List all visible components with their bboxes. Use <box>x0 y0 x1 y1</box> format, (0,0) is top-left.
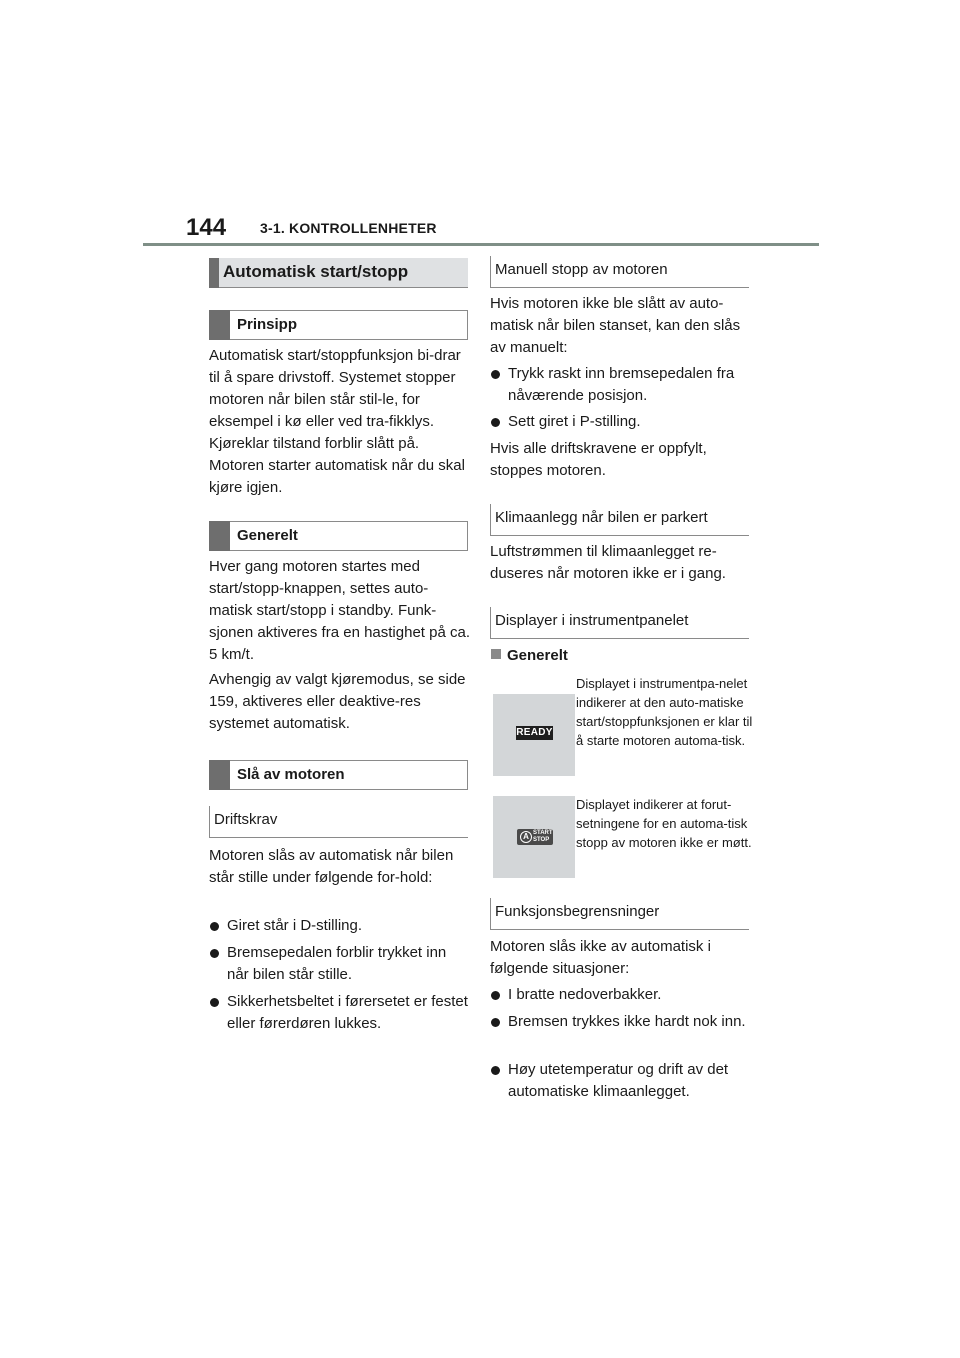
subheading-general <box>209 521 468 551</box>
subheading-manual-stop <box>490 256 749 288</box>
bullet-icon <box>491 991 500 1000</box>
subheading-text: Funksjonsbegrensninger <box>495 903 660 920</box>
bullet-icon <box>491 370 500 379</box>
list-item <box>490 984 752 1006</box>
manual-stop-text-2: Hvis alle driftskravene er oppfylt, stoppes motoren. <box>490 440 707 479</box>
subheading-engine-off <box>209 760 468 790</box>
principle-text: Automatisk start/stoppfunksjon bi-drar til å spare drivstoff. Systemet stopper motoren når bilen står stil-le, for eksempel i kø eller ved tra-fikklys. Kjøreklar tilstand forblir slått på. Motoren starter automatisk når du skal kjøre igjen. <box>209 347 465 496</box>
list-item <box>209 915 471 937</box>
subheading-text: Driftskrav <box>214 811 278 828</box>
header-rule <box>143 243 819 246</box>
ready-display-text: Displayet i instrumentpa-nelet indikerer at den auto-matiske start/stoppfunksjonen er klar til å starte motoren automa-tisk. <box>576 676 753 748</box>
square-bullet-icon <box>491 649 501 659</box>
list-item-text: Sett giret i P-stilling. <box>508 413 641 430</box>
list-item-text: Bremsepedalen forblir trykket inn når bilen står stille. <box>227 944 447 983</box>
ready-indicator-icon: READY <box>516 727 553 738</box>
subheading-text: Generelt <box>237 527 298 544</box>
start-stop-a-icon: A <box>520 831 532 843</box>
subheading-limits <box>490 898 749 930</box>
start-stop-label-line1: START <box>533 830 553 836</box>
bullet-icon <box>491 1018 500 1027</box>
list-item <box>490 363 752 407</box>
bullet-icon <box>210 949 219 958</box>
subheading-text: Slå av motoren <box>237 766 345 783</box>
climate-text: Luftstrømmen til klimaanlegget re-duseres når motoren ikke er i gang. <box>490 543 726 582</box>
heading-bar <box>209 521 230 551</box>
general-text-1: Hver gang motoren startes med start/stopp-knappen, settes auto-matisk start/stopp i standby. Funk-sjonen aktiveres fra en hastighet på ca. 5 km/t. <box>209 558 470 663</box>
section-heading-text: Automatisk start/stopp <box>223 262 409 281</box>
start-stop-label-line2: STOP <box>533 837 550 843</box>
list-item <box>490 411 752 433</box>
subheading-operating-requirements <box>209 806 468 838</box>
engine-off-text: Motoren slås av automatisk når bilen står stille under følgende for-hold: <box>209 847 454 886</box>
chapter-title: 3-1. KONTROLLENHETER <box>260 220 437 236</box>
bullet-icon <box>491 1066 500 1075</box>
list-item-text: Giret står i D-stilling. <box>227 917 363 934</box>
limits-text: Motoren slås ikke av automatisk i følgende situasjoner: <box>490 938 711 977</box>
list-item-text: Trykk raskt inn bremsepedalen fra nåværende posisjon. <box>508 365 735 404</box>
list-item-text: Bremsen trykkes ikke hardt nok inn. <box>508 1013 746 1030</box>
subheading-climate <box>490 504 749 536</box>
subheading-text: Prinsipp <box>237 316 298 333</box>
subheading-text: Klimaanlegg når bilen er parkert <box>495 509 708 526</box>
heading-bar <box>209 310 230 340</box>
section-heading <box>209 258 468 288</box>
list-item-text: Høy utetemperatur og drift av det automatiske klimaanlegget. <box>508 1061 729 1100</box>
start-stop-indicator-icon <box>517 829 553 845</box>
subheading-text: Displayer i instrumentpanelet <box>495 612 689 629</box>
list-item <box>490 1011 752 1033</box>
list-item <box>209 991 471 1035</box>
list-item-text: I bratte nedoverbakker. <box>508 986 662 1003</box>
list-item-text: Sikkerhetsbeltet i førersetet er festet eller førerdøren lukkes. <box>227 993 468 1032</box>
list-item <box>209 942 471 986</box>
start-stop-display-text: Displayet indikerer at forut-setningene for en automa-tisk stopp av motoren ikke er møtt. <box>576 797 752 850</box>
subheading-principle <box>209 310 468 340</box>
subheading-text: Manuell stopp av motoren <box>495 261 668 278</box>
start-stop-display-image <box>493 796 575 878</box>
ready-display-image <box>493 694 575 776</box>
bullet-icon <box>210 922 219 931</box>
heading-bar <box>209 258 219 288</box>
heading-bar <box>209 760 230 790</box>
general-subheading-text: Generelt <box>507 647 568 664</box>
general-subheading <box>491 646 568 666</box>
page-number: 144 <box>186 214 227 241</box>
start-stop-label <box>533 830 553 844</box>
bullet-icon <box>210 998 219 1007</box>
list-item <box>490 1059 752 1103</box>
general-text-2: Avhengig av valgt kjøremodus, se side 159, aktiveres eller deaktive-res systemet automatisk. <box>209 671 466 732</box>
manual-stop-text: Hvis motoren ikke ble slått av auto-matisk når bilen stanset, kan den slås av manuelt: <box>490 295 741 356</box>
bullet-icon <box>491 418 500 427</box>
subheading-displays <box>490 607 749 639</box>
